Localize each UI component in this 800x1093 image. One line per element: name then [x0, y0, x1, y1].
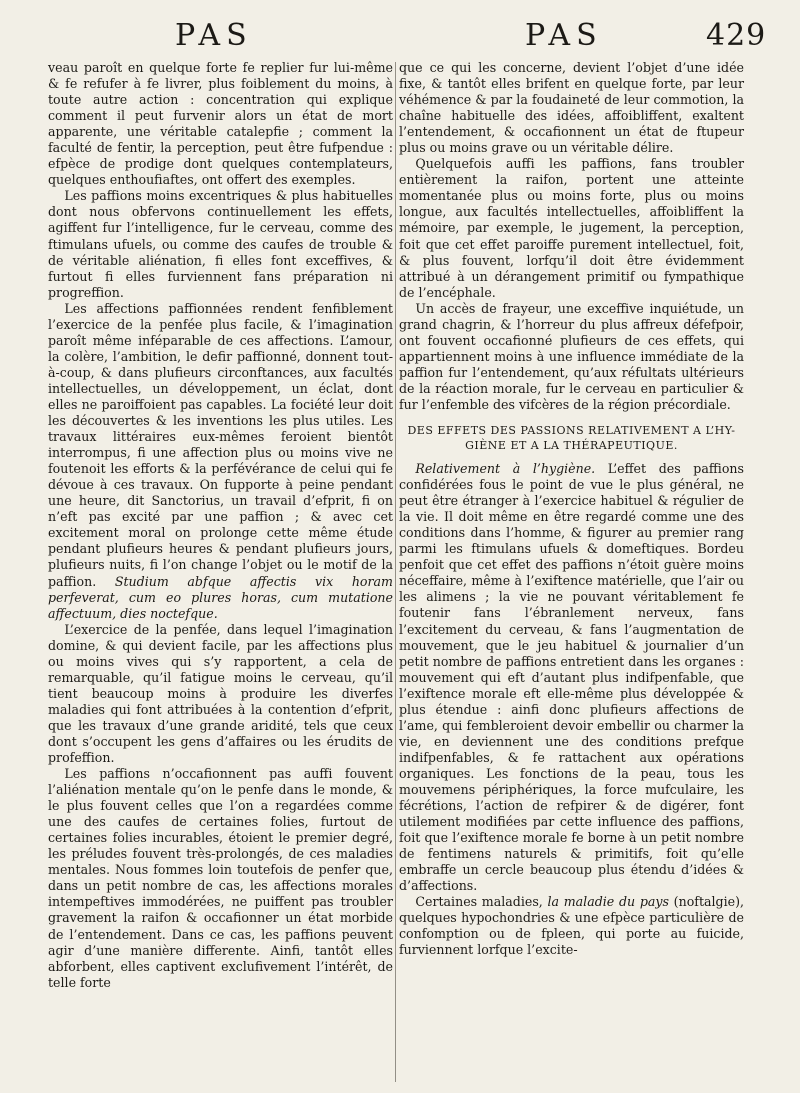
column-divider — [395, 62, 396, 1082]
paragraph-text: Les affections paffionnées rendent fenfiblement l’exercice de la penfée plus facile, & l’imagination paroît même inféparable de ces affections. L’amour, la colère, l’ambition, le defir paffionné, donnent tout-à-coup, & dans plufieurs circonftances, aux facultés intellectuelles, un développement, un éclat, dont elles ne paroiffoient pas capables. La fociété leur doit les découvertes & les inventions les plus utiles. Les travaux littéraires eux-mêmes feroient bientôt interrompus, fi une affection plus ou moins vive ne foutenoit les efforts & la perfévérance de celui qui fe dévoue à ces travaux. On fupporte à peine pendant une heure, dit Sanctorius, un travail d’efprit, fi on n’eft pas excité par une paffion ; & avec cet excitement moral on prolonge cette même étude pendant plufieurs heures & pendant plufieurs jours, plufieurs nuits, fi l’on change l’objet ou le motif de la paffion. — [48, 300, 393, 589]
italic-term: la maladie du pays — [547, 894, 669, 910]
section-heading — [399, 423, 744, 453]
paragraph: que ce qui les concerne, devient l’objet d’une idée fixe, & tantôt elles brifent en quelque forte, par leur véhémence & par la foudaineté de leur commotion, la chaîne habituelle des idées, affoibliffent, exaltent l’entendement, & occafionnent un état de ftupeur plus ou moins grave ou un véritable délire. — [399, 60, 744, 156]
page-header — [0, 18, 800, 58]
paragraph — [399, 461, 744, 894]
latin-quote: Studium abfque affectis vix horam perfeverat, cum eo plures horas, cum mutatione affectuum, dies noctefque. — [48, 573, 393, 621]
running-title-left: PAS — [175, 18, 253, 53]
paragraph-text: Certaines maladies, — [415, 894, 548, 910]
page-number: 429 — [706, 18, 767, 53]
right-column — [399, 60, 744, 958]
section-heading-line: DES EFFETS DES PASSIONS RELATIVEMENT A L’HY- — [407, 424, 736, 438]
paragraph: veau paroît en quelque forte fe replier fur lui-même & fe refufer à fe livrer, plus foiblement du moins, à toute autre action : concentration qui explique comment il peut furvenir alors un état de mort apparente, une véritable catalepfie ; comment la faculté de fentir, la perception, peut être fufpendue : efpèce de prodige dont quelques contemplateurs, quelques enthoufiaftes, ont offert des exemples. — [48, 60, 393, 188]
paragraph: Un accès de frayeur, une exceffive inquiétude, un grand chagrin, & l’horreur du plus affreux défefpoir, ont fouvent occafionné plufieurs de ces effets, qui appartiennent moins à une influence immédiate de la paffion fur l’entendement, qu’aux réfultats ultérieurs de la réaction morale, fur le cerveau en particulier & fur l’enfemble des vifcères de la région précordiale. — [399, 300, 744, 412]
paragraph: Quelquefois auffi les paffions, fans troubler entièrement la raifon, portent une atteinte momentanée plus ou moins forte, plus ou moins longue, aux facultés intellectuelles, affoibliffent la mémoire, par exemple, le jugement, la perception, foit que cet effet paroiffe purement intellectuel, foit, & plus fouvent, lorfqu’il doit être évidemment attribué à un dérangement primitif ou fympathique de l’encéphale. — [399, 156, 744, 300]
section-heading-line: GIÈNE ET A LA THÉRAPEUTIQUE. — [465, 439, 678, 453]
paragraph — [48, 301, 393, 622]
paragraph-text: (noftalgie), quelques hypochondries & une efpèce particulière de confomption ou de fpleen, qui porte au fuicide, furviennent lorfque l’excite- — [399, 894, 745, 958]
left-column — [48, 60, 393, 991]
paragraph-text: L’effet des paffions confidérées fous le point de vue le plus général, ne peut être étranger à l’exercice habituel & régulier de la vie. Il doit même en être regardé comme une des conditions dans l’homme, & figurer au premier rang parmi les ftimulans ufuels & domeftiques. Bordeu penfoit que cet effet des paffions n’étoit guère moins néceffaire, même à l’exiftence matérielle, que l’air ou les alimens ; la vie ne pouvant véritablement fe foutenir fans l’ébranlement nerveux, fans l’excitement du cerveau, & fans l’augmentation de mouvement, que le jeu habituel & journalier d’un petit nombre de paffions entretient dans les organes : mouvement qui eft d’autant plus indifpenfable, que l’exiftence morale eft elle-même plus développée & plus étendue : ainfi donc plufieurs affections de l’ame, qui fembleroient devoir embellir ou charmer la vie, en deviennent une des conditions prefque indifpenfables, & fe rattachent aux opérations organiques. Les fonctions de la peau, tous les mouvemens périphériques, la force mufculaire, les fécrétions, l’action de refpirer & de digérer, font utilement modifiées par cette influence des paffions, foit que l’exiftence morale fe borne à un petit nombre de fentimens naturels & primitifs, foit qu’elle embraffe un cercle beaucoup plus étendu d’idées & d’affections. — [399, 461, 744, 894]
paragraph: Les paffions n’occafionnent pas auffi fouvent l’aliénation mentale qu’on le penfe dans le monde, & le plus fouvent celles que l’on a regardées comme une des caufes de certaines folies, furtout de certaines folies incurables, étoient le premier degré, les préludes fouvent très-prolongés, de ces maladies mentales. Nous fommes loin toutefois de penfer que, dans un petit nombre de cas, les affections morales intempeftives immodérées, ne puiffent pas troubler gravement la raifon & occafionner un état morbide de l’entendement. Dans ce cas, les paffions peuvent agir d’une manière differente. Ainfi, tantôt elles abforbent, elles captivent exclufivement l’intérêt, de telle forte — [48, 766, 393, 990]
paragraph — [399, 894, 744, 958]
subsection-lead: Relativement à l’hygiène. — [415, 461, 596, 477]
running-title-right: PAS — [525, 18, 603, 53]
paragraph: Les paffions moins excentriques & plus habituelles dont nous obfervons continuellement les effets, agiffent fur l’intelligence, fur le cerveau, comme des ftimulans ufuels, ou comme des caufes de trouble & de véritable aliénation, fi elles font exceffives, & furtout fi elles furviennent fans préparation ni progreffion. — [48, 188, 393, 300]
paragraph: L’exercice de la penfée, dans lequel l’imagination domine, & qui devient facile, par les affections plus ou moins vives qui s’y rapportent, a cela de remarquable, qu’il fatigue moins le cerveau, qu’il tient beaucoup moins à produire les diverfes maladies qui font attribuées à la contention d’efprit, que les travaux d’une grande aridité, tels que ceux dont s’occupent les gens d’affaires ou les érudits de profeffion. — [48, 621, 393, 766]
